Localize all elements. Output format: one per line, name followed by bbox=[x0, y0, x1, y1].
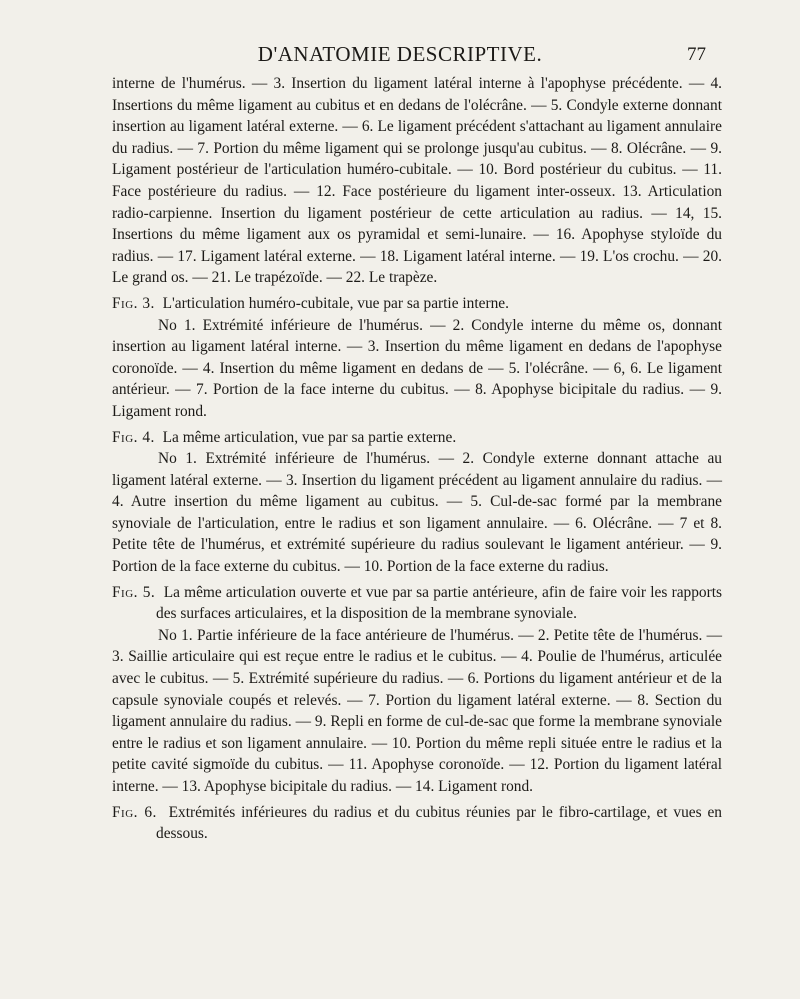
running-head bbox=[0, 42, 800, 72]
figure-6-title: Extrémités inférieures du radius et du cubitus réunies par le fibro-cartilage, et vues en dessous. bbox=[156, 803, 722, 843]
figure-5-description: No 1. Partie inférieure de la face antérieure de l'humérus. — 2. Petite tête de l'humérus. — 3. Saillie articulaire qui est reçue entre le radius et le cubitus. — 4. Poulie de l'humérus, articulée avec le cubitus. — 5. Extrémité supérieure du radius. — 6. Portions du ligament antérieur et de la capsule synoviale coupés et relevés. — 7. Portion du ligament latéral externe. — 8. Section du ligament annulaire du radius. — 9. Repli en forme de cul-de-sac que forme la membrane synoviale entre le radius et son ligament annulaire. — 10. Portion du même repli située entre le radius et la petite cavité sigmoïde du cubitus. — 11. Apophyse coronoïde. — 12. Portion du ligament latéral interne. — 13. Apophyse bicipitale du radius. — 14. Ligament rond. bbox=[112, 626, 722, 795]
figure-3-caption bbox=[112, 293, 722, 315]
figure-4-title: La même articulation, vue par sa partie externe. bbox=[162, 428, 457, 446]
running-title: D'ANATOMIE DESCRIPTIVE. bbox=[257, 42, 543, 66]
figure-4-caption bbox=[112, 427, 722, 449]
page-number: 77 bbox=[687, 44, 706, 65]
figure-3-label: Fig. 3. bbox=[112, 294, 155, 312]
figure-3-title: L'articulation huméro-cubitale, vue par sa partie interne. bbox=[162, 294, 509, 312]
figure-6-label: Fig. 6. bbox=[112, 803, 157, 821]
figure-3-description: No 1. Extrémité inférieure de l'humérus. — 2. Condyle interne du même os, donnant insertion au ligament latéral interne. — 3. Insertion du même ligament en dedans de l'apophyse coronoïde. — 4. Insertion du même ligament en dedans de — 5. l'olécrâne. — 6, 6. Le ligament antérieur. — 7. Portion de la face interne du cubitus. — 8. Apophyse bicipitale du radius. — 9. Ligament rond. bbox=[112, 316, 722, 420]
figure-5-label: Fig. 5. bbox=[112, 583, 156, 601]
continuation-paragraph: interne de l'humérus. — 3. Insertion du ligament latéral interne à l'apophyse précédente. — 4. Insertions du même ligament au cubitus et en dedans de l'olécrâne. — 5. Condyle externe donnant insertion au ligament latéral externe. — 6. Le ligament précédent s'attachant au ligament annulaire du radius. — 7. Portion du même ligament qui se prolonge jusqu'au cubitus. — 8. Olécrâne. — 9. Ligament postérieur de l'articulation huméro-cubitale. — 10. Bord postérieur du cubitus. — 11. Face postérieure du radius. — 12. Face postérieure du ligament inter-osseux. 13. Articulation radio-carpienne. Insertion du ligament postérieur de cette articulation au radius. — 14, 15. Insertions du même ligament aux os pyramidal et semi-lunaire. — 16. Apophyse styloïde du radius. — 17. Ligament latéral externe. — 18. Ligament latéral interne. — 19. L'os crochu. — 20. Le grand os. — 21. Le trapézoïde. — 22. Le trapèze. bbox=[112, 75, 722, 287]
figure-5-caption bbox=[112, 582, 722, 625]
figure-6-caption bbox=[112, 802, 722, 845]
body-text bbox=[112, 73, 722, 845]
figure-5-title: La même articulation ouverte et vue par sa partie antérieure, afin de faire voir les rapports des surfaces articulaires, et la disposition de la membrane synoviale. bbox=[156, 583, 723, 623]
figure-4-label: Fig. 4. bbox=[112, 428, 155, 446]
figure-4-description: No 1. Extrémité inférieure de l'humérus. — 2. Condyle externe donnant attache au ligament latéral externe. — 3. Insertion du ligament précédent au ligament annulaire du radius. — 4. Autre insertion du même ligament au cubitus. — 5. Cul-de-sac formé par la membrane synoviale de l'articulation, entre le radius et son ligament annulaire. — 6. Olécrâne. — 7 et 8. Petite tête de l'humérus, et extrémité supérieure du radius soulevant le ligament antérieur. — 9. Portion de la face externe du cubitus. — 10. Portion de la face externe du radius. bbox=[112, 450, 722, 576]
